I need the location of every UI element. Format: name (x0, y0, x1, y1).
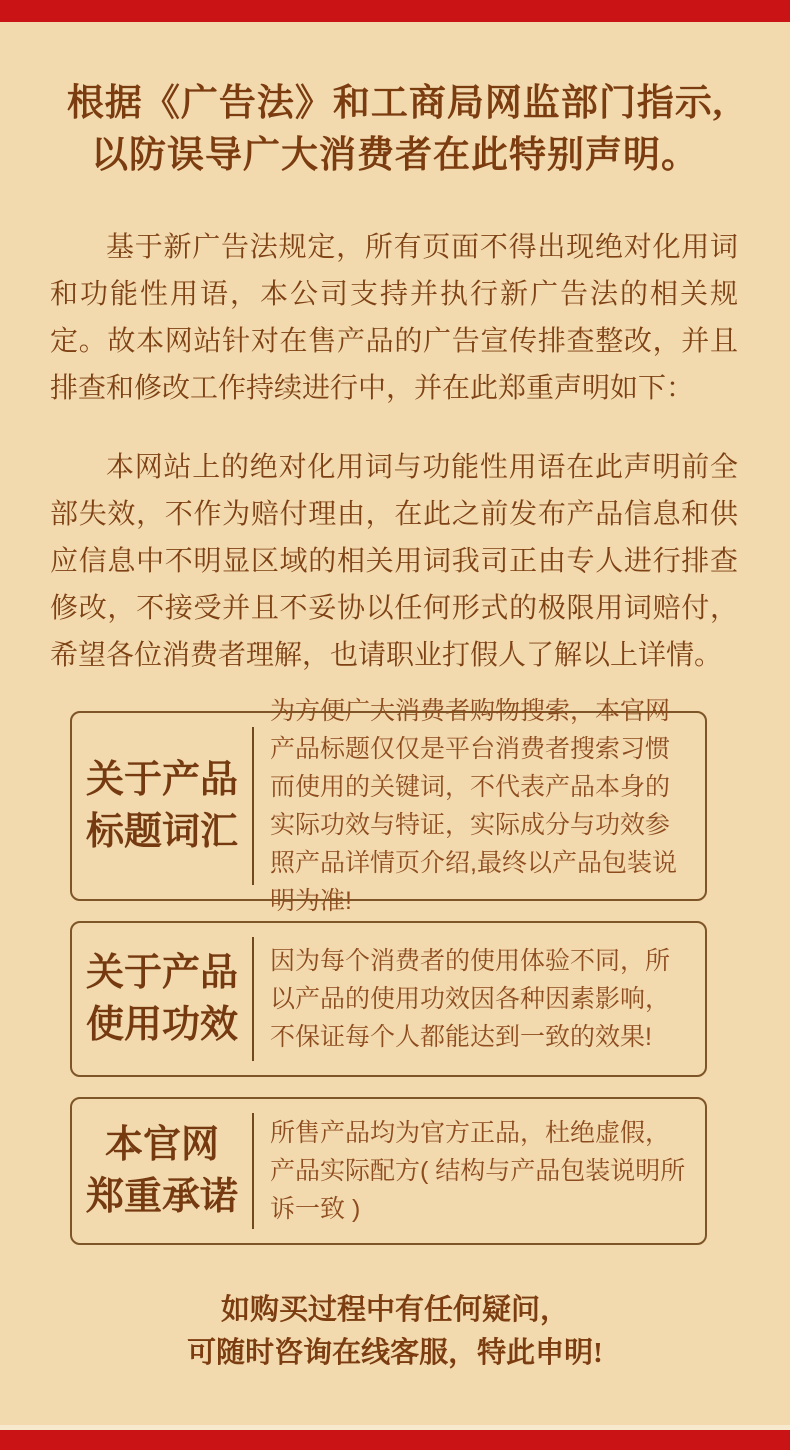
notice-text: 因为每个消费者的使用体验不同，所以产品的使用功效因各种因素影响，不保证每个人都能达到一致的效果! (270, 947, 671, 1051)
notice-box-product-effect (70, 921, 707, 1077)
notice-box-product-title (70, 697, 707, 915)
footer-note (0, 1289, 790, 1375)
notice-text: 为方便广大消费者购物搜索，本官网产品标题仅仅是平台消费者搜索习惯而使用的关键词，不代表产品本身的实际功效与特证，实际成分与功效参照产品详情页介绍,最终以产品包装说明为准! (270, 697, 677, 915)
page-title (0, 78, 790, 182)
bottom-red-bar (0, 1430, 790, 1450)
notice-label-line-2: 使用功效 (85, 1004, 238, 1046)
footer-note-line-1: 如购买过程中有任何疑问， (220, 1294, 569, 1326)
notice-label-line-2: 标题词汇 (85, 811, 238, 853)
notice-label (72, 947, 252, 1051)
page-title-line-2: 以防误导广大消费者在此特别声明。 (91, 135, 699, 176)
footer-note-line-2: 可随时咨询在线客服，特此申明! (187, 1337, 603, 1369)
notice-label-line-2: 郑重承诺 (85, 1176, 238, 1218)
notice-text: 所售产品均为官方正品，杜绝虚假，产品实际配方( 结构与产品包装说明所诉一致 ) (270, 1119, 686, 1223)
page-title-line-1: 根据《广告法》和工商局网监部门指示, (66, 83, 724, 124)
notice-label (72, 1119, 252, 1223)
notice-box-official-promise (70, 1097, 707, 1245)
notice-label-line-1: 关于产品 (85, 759, 238, 801)
intro-paragraph: 基于新广告法规定，所有页面不得出现绝对化用词和功能性用语，本公司支持并执行新广告法的相关规定。故本网站针对在售产品的广告宣传排查整改，并且排查和修改工作持续进行中，并在此郑重声明如下： (50, 232, 738, 404)
notice-label (72, 754, 252, 858)
notice-label-line-1: 关于产品 (85, 952, 238, 994)
statement-paragraph: 本网站上的绝对化用词与功能性用语在此声明前全部失效，不作为赔付理由，在此之前发布产品信息和供应信息中不明显区域的相关用词我司正由专人进行排查修改，不接受并且不妥协以任何形式的极限用词赔付，希望各位消费者理解，也请职业打假人了解以上详情。 (50, 452, 738, 671)
notice-box-list (70, 697, 707, 1265)
declaration-content (0, 22, 790, 1425)
top-red-bar (0, 0, 790, 22)
notice-label-line-1: 本官网 (104, 1124, 219, 1166)
